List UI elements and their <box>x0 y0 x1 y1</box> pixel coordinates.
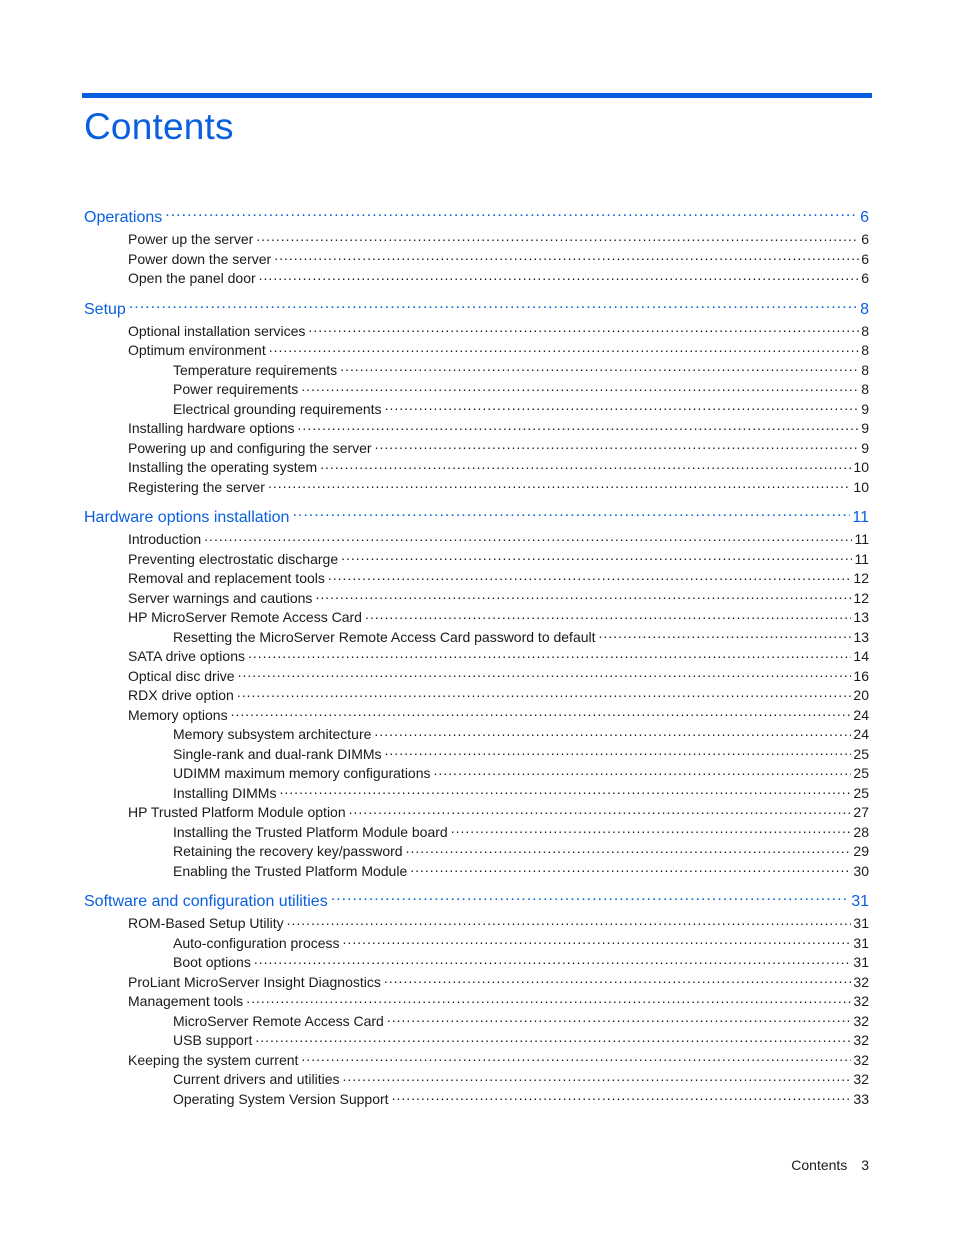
toc-entry-label: Installing the operating system <box>128 459 318 475</box>
toc-entry-page: 13 <box>853 628 869 645</box>
toc-item-link[interactable] <box>84 380 869 400</box>
toc-entry-label: USB support <box>173 1032 253 1048</box>
toc-item-link[interactable] <box>84 550 869 570</box>
toc-item-link[interactable] <box>84 706 869 726</box>
toc-item-link[interactable] <box>84 1070 869 1090</box>
toc-entry-label: Installing hardware options <box>128 420 295 436</box>
toc-entry-page: 25 <box>853 784 869 801</box>
dot-leader <box>387 1012 852 1026</box>
toc-entry-label: Optical disc drive <box>128 667 235 684</box>
toc-entry-page: 29 <box>853 843 869 859</box>
toc-entry-label: Open the panel door <box>128 270 256 286</box>
toc-item-link[interactable] <box>84 823 869 843</box>
toc-entry-page: 24 <box>853 706 869 723</box>
dot-leader <box>374 725 851 739</box>
toc-entry-label: SATA drive options <box>128 648 245 664</box>
toc-entry-label: Introduction <box>128 531 202 547</box>
toc-item-link[interactable] <box>84 745 869 765</box>
dot-leader <box>301 380 859 394</box>
dot-leader <box>204 530 852 544</box>
toc-entry-page: 25 <box>853 765 869 781</box>
toc-entry-label: Optional installation services <box>128 322 306 339</box>
toc-entry-label: Server warnings and cautions <box>128 589 313 606</box>
dot-leader <box>331 890 850 906</box>
dot-leader <box>292 506 850 522</box>
toc-item-link[interactable] <box>84 608 869 628</box>
toc-section <box>84 890 869 1109</box>
toc-entry-label: Operations <box>84 209 163 226</box>
toc-item-link[interactable] <box>84 934 869 954</box>
toc-item-link[interactable] <box>84 400 869 420</box>
toc-item-link[interactable] <box>84 341 869 361</box>
toc-entry-label: Preventing electrostatic discharge <box>128 550 339 567</box>
toc-entry-page: 10 <box>853 478 869 495</box>
toc-item-link[interactable] <box>84 973 869 993</box>
toc-entry-page: 32 <box>853 993 869 1009</box>
dot-leader <box>254 953 852 967</box>
toc-entry-label: Auto-configuration process <box>173 934 340 951</box>
dot-leader <box>320 458 851 472</box>
toc-entry-page: 6 <box>861 231 869 247</box>
toc-entry-label: Single-rank and dual-rank DIMMs <box>173 745 382 762</box>
toc-item-link[interactable] <box>84 458 869 478</box>
toc-entry-label: Power up the server <box>128 231 254 247</box>
dot-leader <box>237 686 852 700</box>
toc-item-link[interactable] <box>84 803 869 823</box>
toc-entry-page: 8 <box>860 300 869 318</box>
toc-chapter-link[interactable] <box>84 206 869 230</box>
toc-item-link[interactable] <box>84 361 869 381</box>
dot-leader <box>385 400 860 414</box>
toc-entry-page: 32 <box>853 1071 869 1087</box>
toc-entry-label: MicroServer Remote Access Card <box>173 1012 384 1029</box>
footer-page-number: 3 <box>861 1157 869 1173</box>
toc-item-link[interactable] <box>84 1012 869 1032</box>
toc-section <box>84 206 869 289</box>
toc-entry-label: Powering up and configuring the server <box>128 439 372 456</box>
toc-entry-page: 11 <box>852 509 869 526</box>
toc-entry-page: 32 <box>853 1032 869 1048</box>
toc-entry-page: 31 <box>853 934 869 951</box>
toc-entry-page: 32 <box>853 1012 869 1029</box>
toc-item-link[interactable] <box>84 230 869 250</box>
toc-entry-page: 8 <box>861 361 869 378</box>
toc-item-link[interactable] <box>84 439 869 459</box>
toc-entry-page: 9 <box>861 439 869 456</box>
toc-section <box>84 506 869 881</box>
toc-entry-page: 30 <box>853 862 869 879</box>
dot-leader <box>259 269 860 283</box>
toc-entry-page: 32 <box>853 1051 869 1068</box>
toc-item-link[interactable] <box>84 725 869 745</box>
toc-entry-label: Removal and replacement tools <box>128 570 325 586</box>
toc-entry-label: Keeping the system current <box>128 1051 299 1068</box>
toc-entry-page: 6 <box>861 250 869 267</box>
toc-entry-label: Software and configuration utilities <box>84 893 328 910</box>
toc-entry-page: 6 <box>860 209 869 226</box>
toc-entry-label: HP Trusted Platform Module option <box>128 804 346 820</box>
toc-entry-label: Setup <box>84 300 126 318</box>
dot-leader <box>279 784 851 798</box>
toc-entry-page: 12 <box>853 589 869 606</box>
dot-leader <box>343 1070 852 1084</box>
toc-entry-page: 13 <box>853 609 869 625</box>
dot-leader <box>384 973 852 987</box>
toc-item-link[interactable] <box>84 686 869 706</box>
dot-leader <box>375 439 860 453</box>
toc-item-link[interactable] <box>84 764 869 784</box>
toc-entry-label: Memory subsystem architecture <box>173 726 372 742</box>
toc-entry-page: 10 <box>853 459 869 475</box>
dot-leader <box>315 589 851 603</box>
toc-entry-label: Boot options <box>173 954 251 970</box>
toc-entry-label: ProLiant MicroServer Insight Diagnostics <box>128 973 381 990</box>
toc-entry-page: 31 <box>851 893 869 910</box>
toc-entry-label: Optimum environment <box>128 342 266 358</box>
dot-leader <box>268 478 851 492</box>
toc-entry-page: 11 <box>854 550 869 567</box>
toc-item-link[interactable] <box>84 784 869 804</box>
toc-chapter-link[interactable] <box>84 890 869 914</box>
toc-item-link[interactable] <box>84 1090 869 1110</box>
toc-item-link[interactable] <box>84 1031 869 1051</box>
dot-leader <box>301 1051 851 1065</box>
toc-entry-label: Retaining the recovery key/password <box>173 843 403 859</box>
dot-leader <box>274 250 859 264</box>
toc-item-link[interactable] <box>84 667 869 687</box>
footer-label: Contents <box>791 1157 848 1173</box>
toc-entry-label: HP MicroServer Remote Access Card <box>128 609 362 625</box>
toc-entry-page: 16 <box>853 667 869 684</box>
dot-leader <box>231 706 852 720</box>
toc-entry-label: Management tools <box>128 993 244 1009</box>
toc-entry-label: Temperature requirements <box>173 361 338 378</box>
page-title: Contents <box>84 106 234 147</box>
toc-entry-page: 28 <box>853 823 869 840</box>
dot-leader <box>340 361 859 375</box>
toc-entry-page: 24 <box>853 726 869 742</box>
toc-item-link[interactable] <box>84 530 869 550</box>
toc-item-link[interactable] <box>84 478 869 498</box>
dot-leader <box>392 1090 852 1104</box>
dot-leader <box>129 298 858 314</box>
toc-entry-page: 8 <box>861 342 869 358</box>
dot-leader <box>308 322 859 336</box>
toc-entry-page: 32 <box>853 973 869 990</box>
toc-section <box>84 298 869 498</box>
dot-leader <box>248 647 851 661</box>
toc-item-link[interactable] <box>84 322 869 342</box>
toc-item-link[interactable] <box>84 269 869 289</box>
dot-leader <box>298 419 860 433</box>
toc-entry-label: Memory options <box>128 706 228 723</box>
toc-entry-label: Operating System Version Support <box>173 1090 389 1107</box>
toc-entry-label: Installing DIMMs <box>173 784 277 801</box>
toc-entry-label: Electrical grounding requirements <box>173 400 382 417</box>
dot-leader <box>238 667 852 681</box>
dot-leader <box>599 628 852 642</box>
dot-leader <box>349 803 852 817</box>
toc-entry-label: Power requirements <box>173 381 299 397</box>
dot-leader <box>385 745 852 759</box>
toc-entry-page: 12 <box>853 570 869 586</box>
dot-leader <box>343 934 852 948</box>
toc-chapter-link[interactable] <box>84 506 869 530</box>
toc-item-link[interactable] <box>84 589 869 609</box>
toc-item-link[interactable] <box>84 419 869 439</box>
toc-entry-page: 8 <box>861 381 869 397</box>
dot-leader <box>341 550 852 564</box>
dot-leader <box>165 206 858 222</box>
toc-entry-page: 11 <box>854 531 869 547</box>
toc-entry-page: 9 <box>861 400 869 417</box>
toc-entry-label: RDX drive option <box>128 687 234 703</box>
dot-leader <box>269 341 859 355</box>
toc-item-link[interactable] <box>84 992 869 1012</box>
toc-entry-label: Registering the server <box>128 478 265 495</box>
toc-entry-label: UDIMM maximum memory configurations <box>173 765 431 781</box>
toc-entry-page: 25 <box>853 745 869 762</box>
toc-item-link[interactable] <box>84 914 869 934</box>
dot-leader <box>434 764 852 778</box>
dot-leader <box>256 230 859 244</box>
toc-entry-page: 33 <box>853 1090 869 1107</box>
toc-entry-page: 20 <box>853 687 869 703</box>
dot-leader <box>287 914 852 928</box>
toc-entry-label: Installing the Trusted Platform Module board <box>173 823 448 840</box>
dot-leader <box>246 992 851 1006</box>
dot-leader <box>328 569 852 583</box>
toc-item-link[interactable] <box>84 862 869 882</box>
dot-leader <box>255 1031 851 1045</box>
dot-leader <box>365 608 851 622</box>
top-rule <box>82 93 872 98</box>
toc-item-link[interactable] <box>84 953 869 973</box>
toc-entry-label: Power down the server <box>128 250 272 267</box>
toc-entry-page: 27 <box>853 804 869 820</box>
toc-entry-label: Current drivers and utilities <box>173 1071 340 1087</box>
toc-entry-page: 14 <box>853 648 869 664</box>
toc-entry-page: 31 <box>853 954 869 970</box>
dot-leader <box>451 823 852 837</box>
toc-entry-label: Enabling the Trusted Platform Module <box>173 862 408 879</box>
toc-entry-page: 31 <box>853 915 869 931</box>
dot-leader <box>410 862 851 876</box>
toc-item-link[interactable] <box>84 842 869 862</box>
toc-item-link[interactable] <box>84 250 869 270</box>
toc-entry-label: Resetting the MicroServer Remote Access Card password to default <box>173 628 596 645</box>
dot-leader <box>406 842 852 856</box>
toc-item-link[interactable] <box>84 647 869 667</box>
toc-item-link[interactable] <box>84 1051 869 1071</box>
toc-item-link[interactable] <box>84 628 869 648</box>
toc-entry-page: 8 <box>861 322 869 339</box>
toc-entry-label: ROM-Based Setup Utility <box>128 915 284 931</box>
toc-chapter-link[interactable] <box>84 298 869 322</box>
table-of-contents <box>84 206 869 1118</box>
toc-entry-page: 6 <box>861 270 869 286</box>
toc-entry-page: 9 <box>861 420 869 436</box>
page-footer <box>791 1157 869 1173</box>
toc-entry-label: Hardware options installation <box>84 509 290 526</box>
toc-item-link[interactable] <box>84 569 869 589</box>
